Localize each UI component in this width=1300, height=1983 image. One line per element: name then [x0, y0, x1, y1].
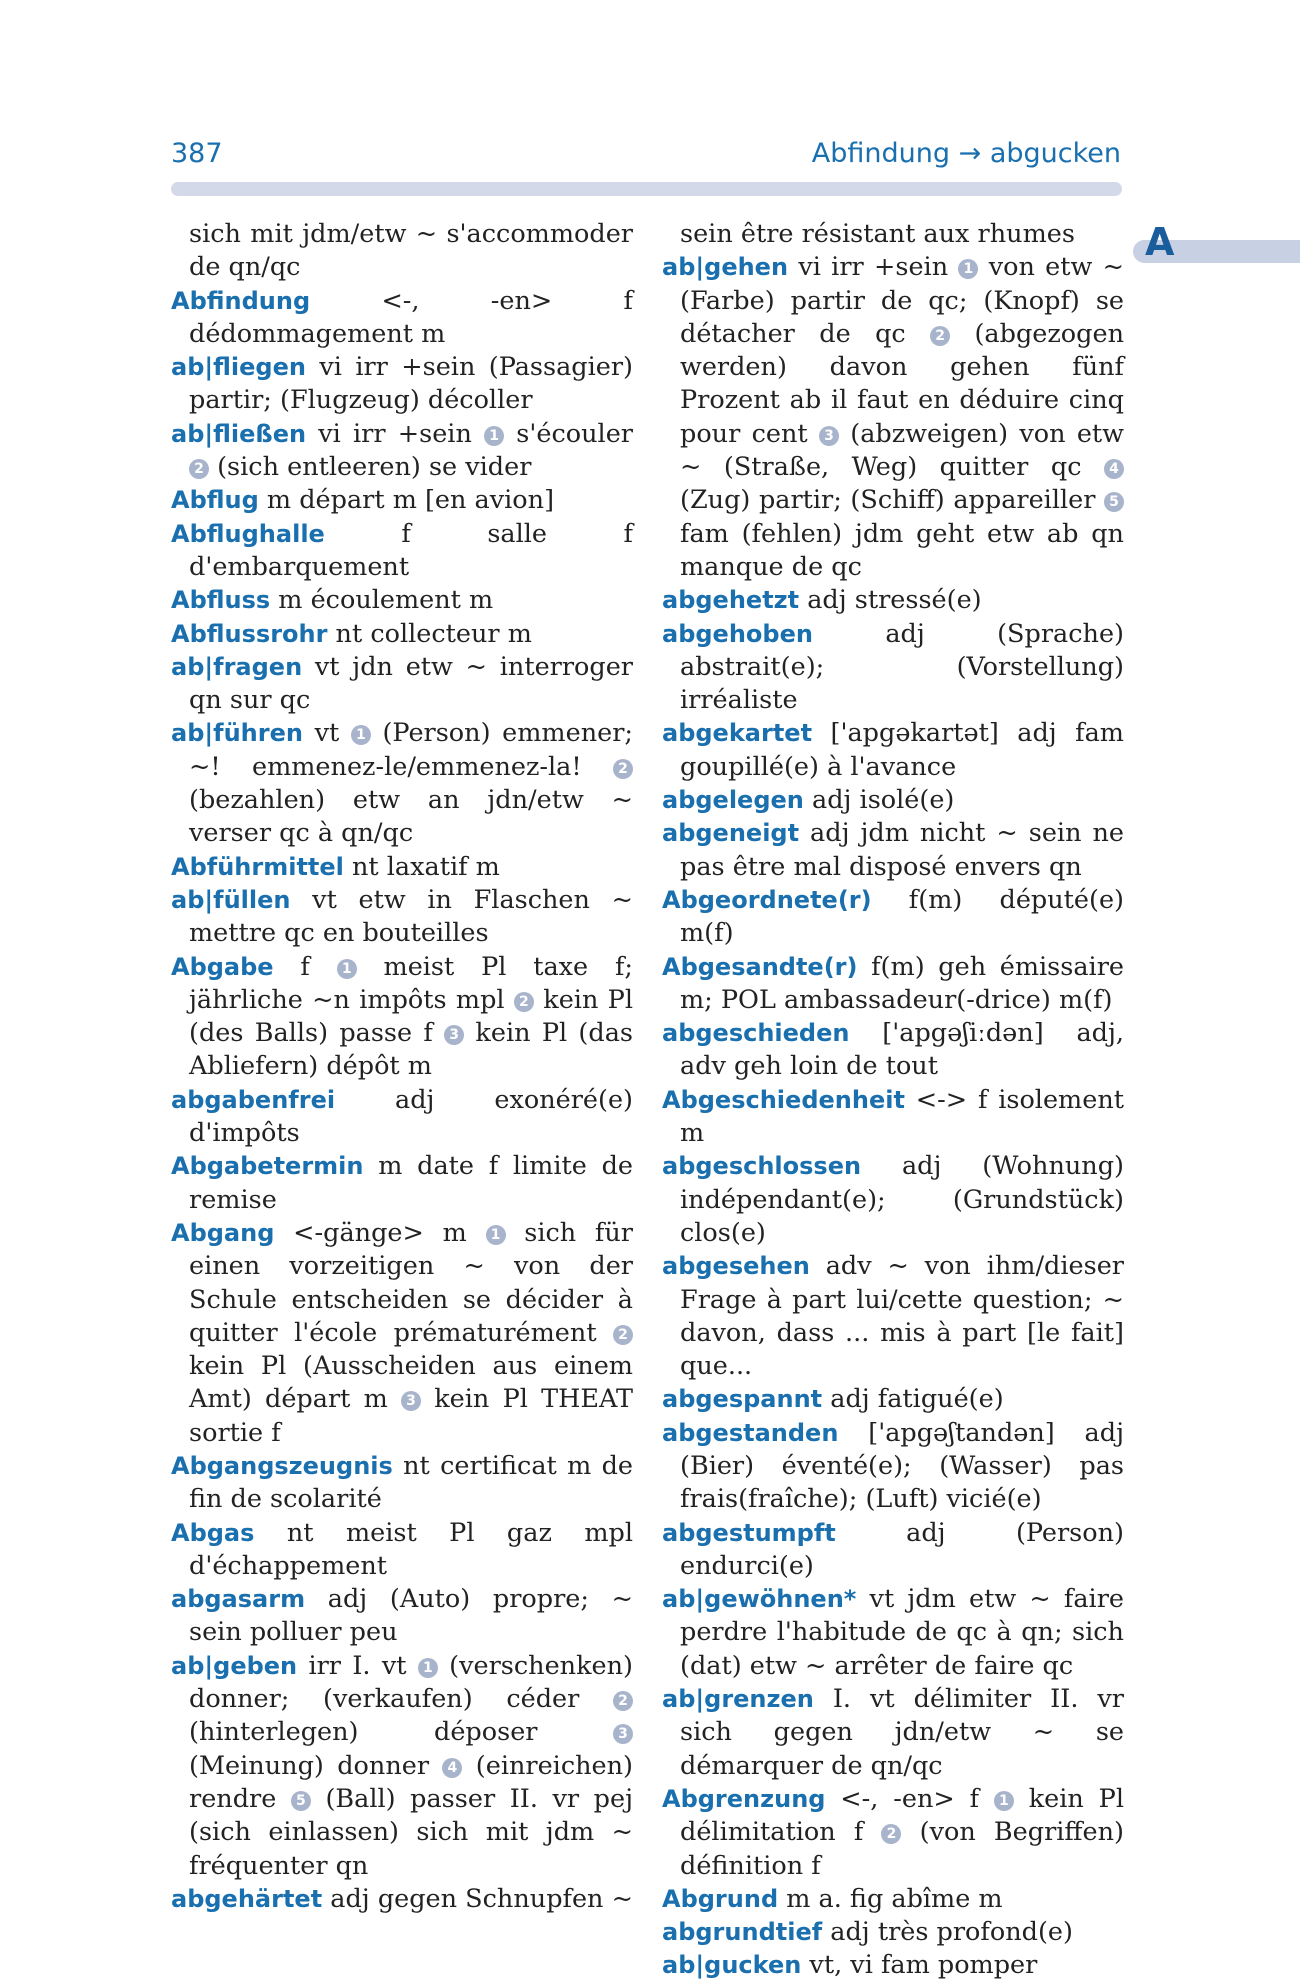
- dictionary-entry: ab|geben irr I. vt 1 (verschenken) donner; (verkaufen) céder 2 (hinterlegen) déposer 3 (Meinung) donner 4 (einreichen) rendre 5 (Ball) passer II. vr pej (sich einlassen) sich mit jdm ~ fréquenter qn: [171, 1650, 633, 1881]
- headword: ab|gehen: [662, 253, 789, 282]
- headword: ab|fragen: [171, 652, 303, 681]
- dictionary-entry: abgestumpft adj (Person) endurci(e): [662, 1517, 1124, 1581]
- sense-number: 3: [819, 426, 839, 446]
- headword: abgestumpft: [662, 1518, 836, 1547]
- headword: abgehoben: [662, 619, 813, 648]
- sense-number: 5: [1104, 492, 1124, 512]
- headword: ab|füllen: [171, 885, 291, 914]
- dictionary-entry: ab|gucken vt, vi fam pomper: [662, 1950, 1038, 1981]
- sense-number: 2: [514, 992, 534, 1012]
- headword: Abfluss: [171, 586, 271, 615]
- sense-number: 2: [613, 759, 633, 779]
- page-number: 387: [171, 138, 223, 169]
- headword: Abgeordnete(r): [662, 885, 872, 914]
- headword: Abgrenzung: [662, 1784, 826, 1813]
- dictionary-entry: ab|führen vt 1 (Person) emmener; ~! emmenez-le/emmenez-la! 2 (bezahlen) etw an jdn/etw ~ verser qc à qn/qc: [171, 718, 633, 849]
- dictionary-entry: abgehoben adj (Sprache) abstrait(e); (Vorstellung) irréaliste: [662, 618, 1124, 716]
- dictionary-entry: ab|gewöhnen* vt jdm etw ~ faire perdre l'habitude de qc à qn; sich (dat) etw ~ arrêter de faire qc: [662, 1584, 1124, 1681]
- dictionary-entry: Abgrenzung <-, -en> f 1 kein Pl délimitation f 2 (von Begriffen) définition f: [662, 1783, 1125, 1881]
- dictionary-entry: abgehetzt adj stressé(e): [662, 585, 982, 616]
- headword: abgekartet: [662, 719, 813, 748]
- headword: ab|geben: [171, 1651, 298, 1680]
- headword: ab|führen: [171, 719, 303, 748]
- dictionary-entry: Abführmittel nt laxatif m: [171, 851, 500, 882]
- sense-number: 1: [351, 725, 371, 745]
- sense-number: 2: [613, 1691, 633, 1711]
- headword: Abflughalle: [171, 519, 325, 548]
- dictionary-entry: abgabenfrei adj exonéré(e) d'impôts: [171, 1084, 633, 1149]
- headword: abgrundtief: [662, 1918, 823, 1947]
- headword: abgehetzt: [662, 586, 800, 615]
- headword: abgeschlossen: [662, 1152, 862, 1181]
- sense-number: 1: [486, 1225, 506, 1245]
- sense-number: 1: [484, 426, 504, 446]
- headword: Abgabetermin: [171, 1152, 364, 1181]
- dictionary-entry: abgesehen adv ~ von ihm/dieser Frage à part lui/cette question; ~ davon, dass ... mis à part [le fait] que...: [662, 1251, 1124, 1382]
- dictionary-entry: abgeschieden ['apgəʃiːdən] adj, adv geh loin de tout: [662, 1018, 1124, 1082]
- dictionary-entry: abgeneigt adj jdm nicht ~ sein ne pas être mal disposé envers qn: [662, 818, 1124, 882]
- sense-number: 2: [930, 326, 950, 346]
- headword: abgeneigt: [662, 819, 800, 848]
- dictionary-entry: ab|füllen vt etw in Flaschen ~ mettre qc en bouteilles: [171, 884, 633, 949]
- sense-number: 3: [613, 1724, 633, 1744]
- headword: abgabenfrei: [171, 1085, 336, 1114]
- dictionary-entry: Abgesandte(r) f(m) geh émissaire m; POL ambassadeur(-drice) m(f): [662, 951, 1124, 1015]
- headword: Abfindung: [171, 286, 311, 315]
- headword: abgespannt: [662, 1385, 823, 1414]
- headword: ab|fliegen: [171, 353, 306, 382]
- running-head: Abfindung → abgucken: [811, 138, 1121, 169]
- dictionary-entry: Abgrund m a. fig abîme m: [662, 1883, 1003, 1914]
- dictionary-entry: ab|fließen vi irr +sein 1 s'écouler 2 (sich entleeren) se vider: [171, 418, 633, 483]
- sense-number: 1: [418, 1658, 438, 1678]
- dictionary-entry: Abgangszeugnis nt certificat m de fin de scolarité: [171, 1450, 633, 1515]
- headword: Abgas: [171, 1518, 255, 1547]
- headword: ab|grenzen: [662, 1685, 814, 1714]
- headword: Abgang: [171, 1218, 275, 1247]
- headword: Abflussrohr: [171, 619, 328, 648]
- dictionary-entry: ab|gehen vi irr +sein 1 von etw ~ (Farbe) partir de qc; (Knopf) se détacher de qc 2 (abgezogen werden) davon gehen fünf Prozent ab il faut en déduire cinq pour cent 3 (abzweigen) von etw ~ (Straße, Weg) quitter qc 4 (Zug) partir; (Schiff) appareiller 5 fam (fehlen) jdm geht etw ab qn manque de qc: [662, 252, 1124, 582]
- dictionary-entry: Abflug m départ m [en avion]: [171, 485, 555, 516]
- dictionary-entry: Abflussrohr nt collecteur m: [171, 618, 532, 649]
- headword: abgelegen: [662, 786, 804, 815]
- dictionary-entry: ab|fragen vt jdn etw ~ interroger qn sur qc: [171, 651, 633, 716]
- dictionary-entry: abgrundtief adj très profond(e): [662, 1917, 1073, 1948]
- sense-number: 4: [1104, 459, 1124, 479]
- headword: abgeschieden: [662, 1019, 850, 1048]
- dictionary-entry: abgekartet ['apgəkartət] adj fam goupillé(e) à l'avance: [662, 718, 1124, 782]
- dictionary-entry: Abgas nt meist Pl gaz mpl d'échappement: [171, 1517, 633, 1581]
- headword: Abgabe: [171, 952, 274, 981]
- headword: abgestanden: [662, 1418, 839, 1447]
- headword: ab|gewöhnen*: [662, 1585, 857, 1614]
- right-column: [662, 218, 1124, 1983]
- sense-number: 2: [613, 1325, 633, 1345]
- dictionary-entry: abgasarm adj (Auto) propre; ~ sein polluer peu: [171, 1584, 633, 1648]
- dictionary-entry: Abgabe f 1 meist Pl taxe f; jährliche ~n impôts mpl 2 kein Pl (des Balls) passe f 3 kein Pl (das Abliefern) dépôt m: [171, 951, 634, 1082]
- headword: Abgangszeugnis: [171, 1451, 393, 1480]
- dictionary-entry: abgespannt adj fatigué(e): [662, 1384, 1004, 1415]
- dictionary-entry: Abgang <-gänge> m 1 sich für einen vorzeitigen ~ von der Schule entscheiden se décider à quitter l'école prématurément 2 kein Pl (Ausscheiden aus einem Amt) départ m 3 kein Pl THEAT sortie f: [171, 1217, 633, 1448]
- sense-number: 3: [401, 1391, 421, 1411]
- sense-number: 4: [442, 1758, 462, 1778]
- dictionary-entry: sich mit jdm/etw ~ s'accommoder de qn/qc: [189, 219, 633, 283]
- dictionary-entry: Abgeschiedenheit <-> f isolement m: [662, 1084, 1124, 1149]
- headword: abgasarm: [171, 1585, 306, 1614]
- headword: Abgesandte(r): [662, 952, 858, 981]
- sense-number: 2: [189, 459, 209, 479]
- sense-number: 1: [994, 1791, 1014, 1811]
- sense-number: 1: [337, 959, 357, 979]
- dictionary-entry: ab|fliegen vi irr +sein (Passagier) partir; (Flugzeug) décoller: [171, 352, 633, 416]
- headword: Abflug: [171, 486, 259, 515]
- sense-number: 1: [958, 259, 978, 279]
- dictionary-entry: Abflughalle f salle f d'embarquement: [171, 518, 633, 582]
- headword: ab|fließen: [171, 419, 307, 448]
- sense-number: 3: [444, 1025, 464, 1045]
- headword: Abgrund: [662, 1884, 779, 1913]
- dictionary-entry: abgestanden ['apgəʃtandən] adj (Bier) éventé(e); (Wasser) pas frais(fraîche); (Luft) vicié(e): [662, 1417, 1124, 1515]
- left-column: [171, 218, 633, 1916]
- headword: Abgeschiedenheit: [662, 1085, 905, 1114]
- dictionary-entry: Abgabetermin m date f limite de remise: [171, 1151, 633, 1215]
- sense-number: 2: [881, 1824, 901, 1844]
- dictionary-entry: Abgeordnete(r) f(m) député(e) m(f): [662, 884, 1124, 949]
- dictionary-entry: abgeschlossen adj (Wohnung) indépendant(e); (Grundstück) clos(e): [662, 1151, 1124, 1248]
- header-rule: [171, 182, 1122, 196]
- dictionary-entry: Abfluss m écoulement m: [171, 585, 494, 616]
- headword: ab|gucken: [662, 1951, 802, 1980]
- headword: abgehärtet: [171, 1884, 323, 1913]
- dictionary-entry: Abfindung <-, -en> f dédommagement m: [171, 285, 633, 349]
- dictionary-entry: sein être résistant aux rhumes: [680, 219, 1075, 249]
- sense-number: 5: [291, 1791, 311, 1811]
- headword: Abführmittel: [171, 852, 344, 881]
- dictionary-entry: abgelegen adj isolé(e): [662, 785, 955, 816]
- headword: abgesehen: [662, 1252, 810, 1281]
- dictionary-entry: ab|grenzen I. vt délimiter II. vr sich gegen jdn/etw ~ se démarquer de qn/qc: [662, 1684, 1124, 1781]
- dictionary-entry: abgehärtet adj gegen Schnupfen ~: [171, 1883, 633, 1914]
- letter-tab-label: A: [1145, 220, 1175, 264]
